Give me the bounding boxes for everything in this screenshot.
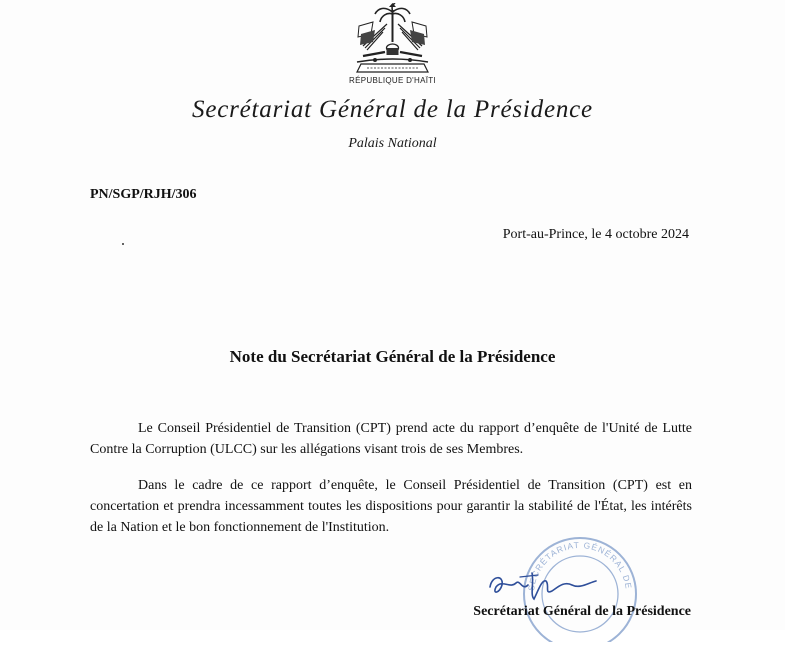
svg-text:SECRÉTARIAT GÉNÉRAL DE LA PRÉS: SECRÉTARIAT GÉNÉRAL DE <box>526 539 634 592</box>
body-paragraph-2: Dans le cadre de ce rapport d’enquête, le Conseil Présidentiel de Transition (CPT) est en concertation et prendra incessamment toutes les dispositions pour garantir la stabilité de l'État, les intérêts de la Nation et le bon fonctionnement de l'Institution. <box>90 478 692 535</box>
ink-speck <box>122 243 124 245</box>
republic-label: RÉPUBLIQUE D'HAÏTI <box>349 76 436 85</box>
body-paragraph-1: Le Conseil Présidentiel de Transition (CPT) prend acte du rapport d’enquête de l'Unité de Lutte Contre la Corruption (ULCC) sur les allégations visant trois de ses Membres. <box>90 421 692 457</box>
place-date: Port-au-Prince, le 4 octobre 2024 <box>502 227 689 242</box>
organization-subtitle: Palais National <box>348 136 437 151</box>
coat-of-arms-icon <box>345 2 440 76</box>
organization-name: Secrétariat Général de la Présidence <box>192 96 593 123</box>
signatory-name: Secrétariat Général de la Présidence <box>473 604 691 619</box>
reference-number: PN/SGP/RJH/306 <box>90 187 197 202</box>
note-title: Note du Secrétariat Général de la Présidence <box>229 347 556 366</box>
